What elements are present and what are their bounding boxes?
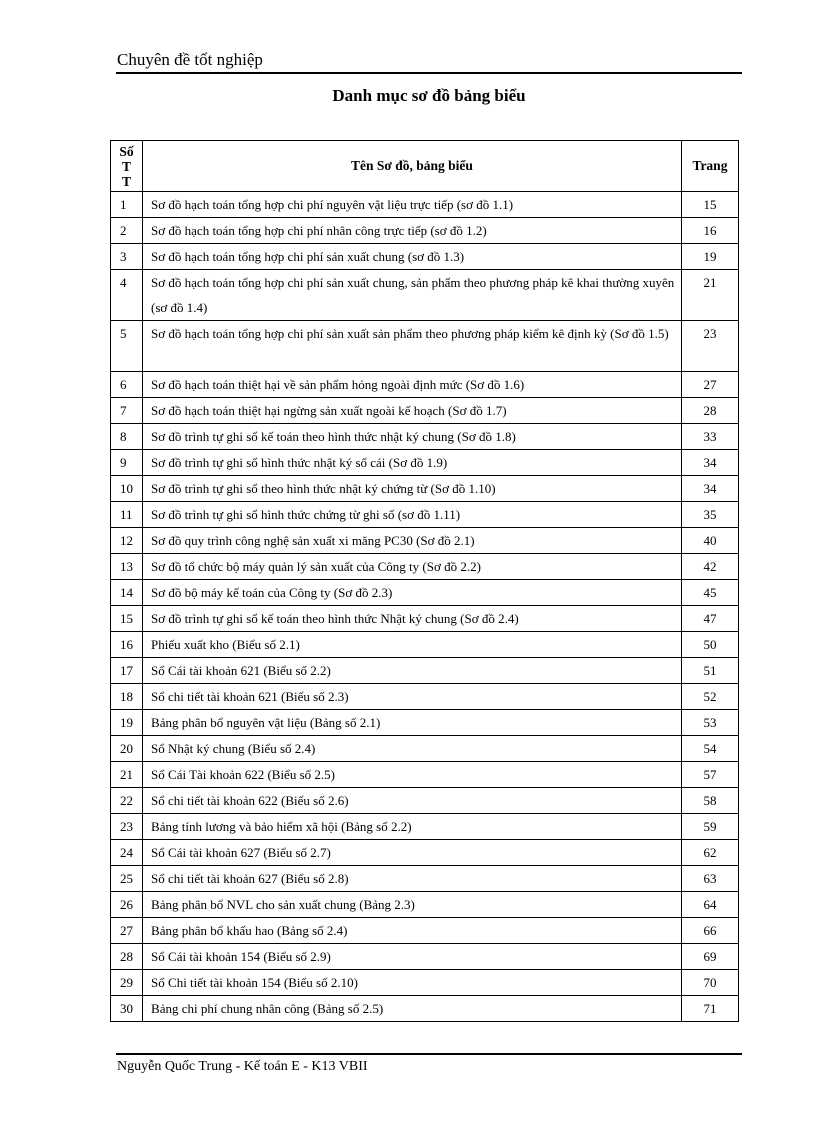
row-name: Sổ Cái tài khoản 621 (Biểu số 2.2): [143, 658, 682, 684]
table-body: [111, 192, 739, 1022]
row-stt: 5: [111, 321, 143, 372]
table-row: [111, 736, 739, 762]
row-stt: 15: [111, 606, 143, 632]
table-row: [111, 450, 739, 476]
row-stt: 1: [111, 192, 143, 218]
row-page: 62: [681, 840, 738, 866]
page-title: Danh mục sơ đồ bảng biểu: [332, 86, 526, 105]
table-row: [111, 218, 739, 244]
table-row: [111, 244, 739, 270]
table-row: [111, 270, 739, 321]
row-page: 59: [681, 814, 738, 840]
row-name: Sơ đồ hạch toán tổng hợp chi phí nhân công trực tiếp (sơ đồ 1.2): [143, 218, 682, 244]
header-page: [681, 141, 738, 192]
table-row: [111, 788, 739, 814]
row-stt: 13: [111, 554, 143, 580]
page-header: [116, 50, 742, 74]
footer-divider: [116, 1053, 742, 1055]
row-name: Sổ Nhật ký chung (Biểu số 2.4): [143, 736, 682, 762]
row-name: Bảng phân bổ nguyên vật liệu (Bảng số 2.1): [143, 710, 682, 736]
row-stt: 17: [111, 658, 143, 684]
header-title: Chuyên đề tốt nghiệp: [117, 50, 263, 69]
row-name: Sơ đồ bộ máy kế toán của Công ty (Sơ đồ 2.3): [143, 580, 682, 606]
row-name: Sơ đồ trình tự ghi sổ kế toán theo hình thức Nhật ký chung (Sơ đồ 2.4): [143, 606, 682, 632]
row-page: 54: [681, 736, 738, 762]
table-row: [111, 970, 739, 996]
row-page: 40: [681, 528, 738, 554]
row-name: Sổ Cái tài khoản 154 (Biểu số 2.9): [143, 944, 682, 970]
row-page: 51: [681, 658, 738, 684]
row-stt: 10: [111, 476, 143, 502]
row-stt: 8: [111, 424, 143, 450]
row-page: 70: [681, 970, 738, 996]
row-page: 57: [681, 762, 738, 788]
table-row: [111, 892, 739, 918]
row-stt: 14: [111, 580, 143, 606]
header-stt: [111, 141, 143, 192]
row-page: 53: [681, 710, 738, 736]
row-page: 64: [681, 892, 738, 918]
row-stt: 22: [111, 788, 143, 814]
row-name: Bảng phân bổ NVL cho sản xuất chung (Bảng 2.3): [143, 892, 682, 918]
table-row: [111, 528, 739, 554]
table-row: [111, 372, 739, 398]
row-name: Bảng phân bổ khấu hao (Bảng số 2.4): [143, 918, 682, 944]
row-stt: 21: [111, 762, 143, 788]
table-header-row: [111, 141, 739, 192]
header-name: [143, 141, 682, 192]
row-stt: 9: [111, 450, 143, 476]
row-page: 19: [681, 244, 738, 270]
row-page: 52: [681, 684, 738, 710]
row-name: Sơ đồ trình tự ghi sổ hình thức chứng từ ghi sổ (sơ đồ 1.11): [143, 502, 682, 528]
row-name: Sơ đồ hạch toán tổng hợp chi phí sản xuất chung (sơ đồ 1.3): [143, 244, 682, 270]
row-stt: 30: [111, 996, 143, 1022]
row-page: 58: [681, 788, 738, 814]
row-page: 35: [681, 502, 738, 528]
row-page: 34: [681, 476, 738, 502]
row-page: 33: [681, 424, 738, 450]
table-row: [111, 918, 739, 944]
table-row: [111, 321, 739, 372]
row-page: 28: [681, 398, 738, 424]
table-row: [111, 684, 739, 710]
row-name: Sơ đồ trình tự ghi sổ kế toán theo hình thức nhật ký chung (Sơ đồ 1.8): [143, 424, 682, 450]
row-name: Sổ chi tiết tài khoản 622 (Biểu số 2.6): [143, 788, 682, 814]
row-name: Phiếu xuất kho (Biểu số 2.1): [143, 632, 682, 658]
row-stt: 20: [111, 736, 143, 762]
row-name: Sổ Cái tài khoản 627 (Biểu số 2.7): [143, 840, 682, 866]
row-stt: 2: [111, 218, 143, 244]
row-name: Sơ đồ tổ chức bộ máy quản lý sản xuất của Công ty (Sơ đồ 2.2): [143, 554, 682, 580]
row-stt: 7: [111, 398, 143, 424]
table-row: [111, 814, 739, 840]
row-stt: 18: [111, 684, 143, 710]
table-row: [111, 606, 739, 632]
row-stt: 27: [111, 918, 143, 944]
row-page: 42: [681, 554, 738, 580]
row-name: Sơ đồ trình tự ghi sổ hình thức nhật ký sổ cái (Sơ đồ 1.9): [143, 450, 682, 476]
row-stt: 26: [111, 892, 143, 918]
contents-table: [110, 140, 739, 1022]
row-stt: 16: [111, 632, 143, 658]
row-page: 27: [681, 372, 738, 398]
row-stt: 28: [111, 944, 143, 970]
table-row: [111, 710, 739, 736]
row-page: 15: [681, 192, 738, 218]
row-page: 34: [681, 450, 738, 476]
row-name: Bảng chi phí chung nhân công (Bảng số 2.5): [143, 996, 682, 1022]
row-name: Sổ Chi tiết tài khoản 154 (Biểu số 2.10): [143, 970, 682, 996]
row-name: Sơ đồ hạch toán thiệt hại về sản phẩm hỏng ngoài định mức (Sơ đồ 1.6): [143, 372, 682, 398]
row-name: Sơ đồ hạch toán tổng hợp chi phí nguyên vật liệu trực tiếp (sơ đồ 1.1): [143, 192, 682, 218]
table-row: [111, 554, 739, 580]
row-name: Sơ đồ hạch toán tổng hợp chi phí sản xuất sản phẩm theo phương pháp kiểm kê định kỳ (Sơ đồ 1.5): [143, 321, 682, 372]
row-stt: 24: [111, 840, 143, 866]
row-stt: 6: [111, 372, 143, 398]
row-page: 47: [681, 606, 738, 632]
row-page: 71: [681, 996, 738, 1022]
row-stt: 11: [111, 502, 143, 528]
row-page: 16: [681, 218, 738, 244]
row-page: 50: [681, 632, 738, 658]
row-stt: 12: [111, 528, 143, 554]
table-row: [111, 424, 739, 450]
table-row: [111, 944, 739, 970]
table-row: [111, 658, 739, 684]
table-row: [111, 476, 739, 502]
table-row: [111, 398, 739, 424]
table-row: [111, 866, 739, 892]
row-name: Sổ chi tiết tài khoản 627 (Biểu số 2.8): [143, 866, 682, 892]
row-page: 45: [681, 580, 738, 606]
header-name-label: Tên Sơ đồ, bảng biểu: [351, 158, 473, 173]
row-stt: 19: [111, 710, 143, 736]
table-row: [111, 502, 739, 528]
row-page: 23: [681, 321, 738, 372]
row-page: 66: [681, 918, 738, 944]
row-stt: 3: [111, 244, 143, 270]
table-row: [111, 840, 739, 866]
table-row: [111, 632, 739, 658]
row-name: Sơ đồ hạch toán tổng hợp chi phí sản xuất chung, sản phẩm theo phương pháp kê khai thường xuyên (sơ đồ 1.4): [143, 270, 682, 321]
row-page: 21: [681, 270, 738, 321]
footer-author: Nguyễn Quốc Trung - Kế toán E - K13 VBII: [117, 1059, 368, 1074]
row-name: Sơ đồ quy trình công nghệ sản xuất xi măng PC30 (Sơ đồ 2.1): [143, 528, 682, 554]
row-stt: 29: [111, 970, 143, 996]
header-stt-label: Số T T: [119, 143, 134, 189]
row-stt: 25: [111, 866, 143, 892]
table-row: [111, 580, 739, 606]
table-row: [111, 996, 739, 1022]
row-stt: 23: [111, 814, 143, 840]
row-name: Bảng tính lương và bảo hiểm xã hội (Bảng số 2.2): [143, 814, 682, 840]
row-name: Sơ đồ trình tự ghi sổ theo hình thức nhật ký chứng từ (Sơ đồ 1.10): [143, 476, 682, 502]
header-page-label: Trang: [692, 158, 728, 173]
row-stt: 4: [111, 270, 143, 321]
row-page: 69: [681, 944, 738, 970]
row-name: Sổ Cái Tài khoản 622 (Biểu số 2.5): [143, 762, 682, 788]
table-row: [111, 762, 739, 788]
row-name: Sơ đồ hạch toán thiệt hại ngừng sản xuất ngoài kế hoạch (Sơ đồ 1.7): [143, 398, 682, 424]
table-row: [111, 192, 739, 218]
row-page: 63: [681, 866, 738, 892]
row-name: Sổ chi tiết tài khoản 621 (Biểu số 2.3): [143, 684, 682, 710]
